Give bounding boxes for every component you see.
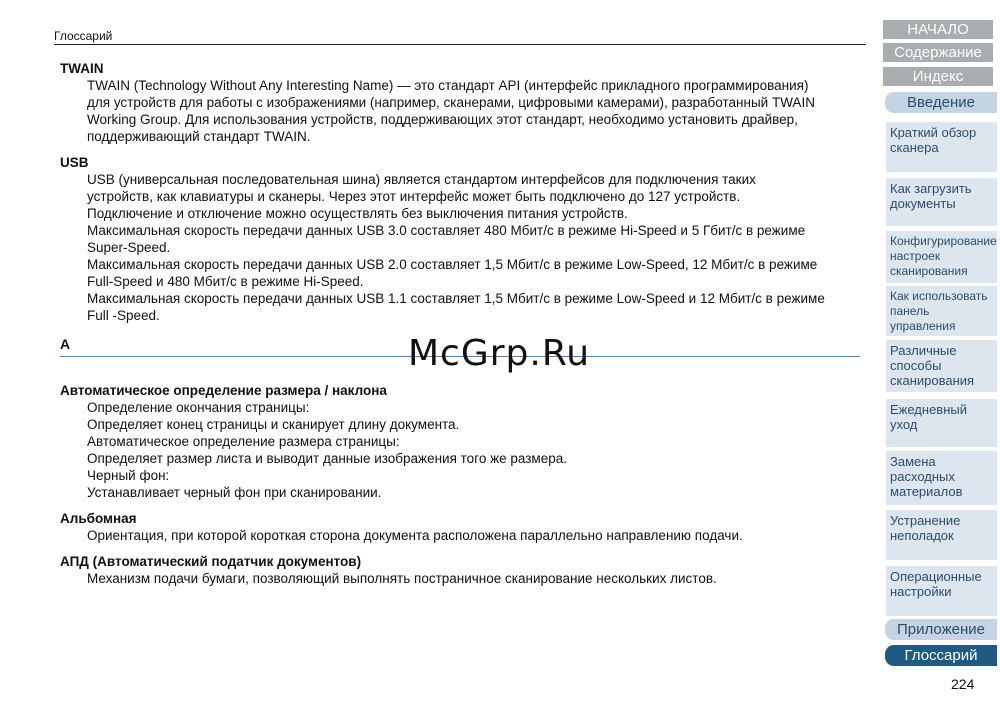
sidebar-nav — [883, 0, 1000, 707]
nav-consumables-tab[interactable]: Замена расходных материалов — [886, 451, 997, 505]
text-line: TWAIN (Technology Without Any Interesting Name) — это стандарт API (интерфейс прикладного программирования) — [87, 78, 809, 93]
text-line: устройств, как клавиатуры и сканеры. Через этот интерфейс может быть подключено до 127 устройств. — [87, 189, 741, 204]
text-line: Максимальная скорость передачи данных USB 2.0 составляет 1,5 Мбит/с в режиме Low-Speed, 12 Мбит/с в режиме — [87, 257, 818, 272]
text-line: Full -Speed. — [87, 308, 160, 323]
nav-overview-tab[interactable]: Краткий обзор сканера — [886, 122, 997, 172]
term-description — [87, 527, 860, 544]
nav-appendix-tab[interactable]: Приложение — [885, 619, 997, 640]
nav-troubleshooting-tab[interactable]: Устранение неполадок — [886, 510, 997, 560]
text-line: Черный фон: — [87, 468, 170, 483]
text-line: Ориентация, при которой короткая сторона документа расположена параллельно направлению подачи. — [87, 528, 743, 543]
glossary-entry-usb — [60, 154, 860, 324]
text-line: Определяет размер листа и выводит данные изображения того же размера. — [87, 451, 567, 466]
glossary-content — [60, 60, 860, 596]
term-description — [87, 77, 860, 145]
term-heading: TWAIN — [60, 61, 104, 76]
term-heading: USB — [60, 155, 89, 170]
nav-load-docs-tab[interactable]: Как загрузить документы — [886, 178, 997, 226]
term-description — [87, 399, 860, 501]
header-divider — [54, 44, 866, 45]
nav-index-button[interactable]: Индекс — [883, 67, 993, 86]
nav-operational-settings-tab[interactable]: Операционные настройки — [886, 566, 997, 616]
nav-config-tab[interactable]: Конфигурирование настроек сканирования — [886, 231, 997, 283]
text-line: Подключение и отключение можно осуществлять без выключения питания устройств. — [87, 206, 628, 221]
glossary-entry-landscape — [60, 510, 860, 544]
term-description — [87, 171, 860, 324]
glossary-entry-twain — [60, 60, 860, 145]
text-line: Максимальная скорость передачи данных USB 3.0 составляет 480 Мбит/с в режиме Hi-Speed и 5 Гбит/с в режиме — [87, 223, 806, 238]
text-line: Определяет конец страницы и сканирует длину документа. — [87, 417, 460, 432]
term-heading: Альбомная — [60, 511, 137, 526]
nav-home-button[interactable]: НАЧАЛО — [883, 20, 993, 39]
text-line: Full-Speed и 480 Мбит/с в режиме Hi-Speed. — [87, 274, 364, 289]
page-title: Глоссарий — [54, 29, 113, 43]
term-heading: Автоматическое определение размера / наклона — [60, 383, 387, 398]
nav-daily-care-tab[interactable]: Ежедневный уход — [886, 399, 997, 447]
text-line: Механизм подачи бумаги, позволяющий выполнять постраничное сканирование нескольких листов. — [87, 571, 717, 586]
text-line: для устройств для работы с изображениями (например, сканерами, цифровыми камерами), разработанный TWAIN — [87, 95, 815, 110]
term-heading: АПД (Автоматический податчик документов) — [60, 554, 362, 569]
nav-panel-tab[interactable]: Как использовать панель управления — [886, 286, 997, 336]
text-line: USB (универсальная последовательная шина) является стандартом интерфейсов для подключения таких — [87, 172, 756, 187]
text-line: Максимальная скорость передачи данных USB 1.1 составляет 1,5 Мбит/с в режиме Low-Speed и 12 Мбит/с в режиме — [87, 291, 825, 306]
text-line: Автоматическое определение размера страницы: — [87, 434, 400, 449]
term-description — [87, 570, 860, 587]
text-line: Working Group. Для использования устройств, поддерживающих этот стандарт, необходимо установить драйвер, — [87, 112, 798, 127]
glossary-entry-adf — [60, 553, 860, 587]
nav-scan-methods-tab[interactable]: Различные способы сканирования — [886, 340, 997, 392]
text-line: Super-Speed. — [87, 240, 171, 255]
text-line: Определение окончания страницы: — [87, 400, 310, 415]
text-line: поддерживающий стандарт TWAIN. — [87, 129, 311, 144]
nav-glossary-tab[interactable]: Глоссарий — [885, 645, 997, 666]
section-letter: A — [60, 336, 71, 352]
text-line: Устанавливает черный фон при сканировании. — [87, 485, 382, 500]
watermark: McGrp.Ru — [408, 333, 591, 374]
page-number: 224 — [951, 676, 975, 692]
glossary-entry-auto-detect — [60, 382, 860, 501]
nav-intro-tab[interactable]: Введение — [885, 92, 997, 113]
nav-contents-button[interactable]: Содержание — [883, 43, 993, 62]
